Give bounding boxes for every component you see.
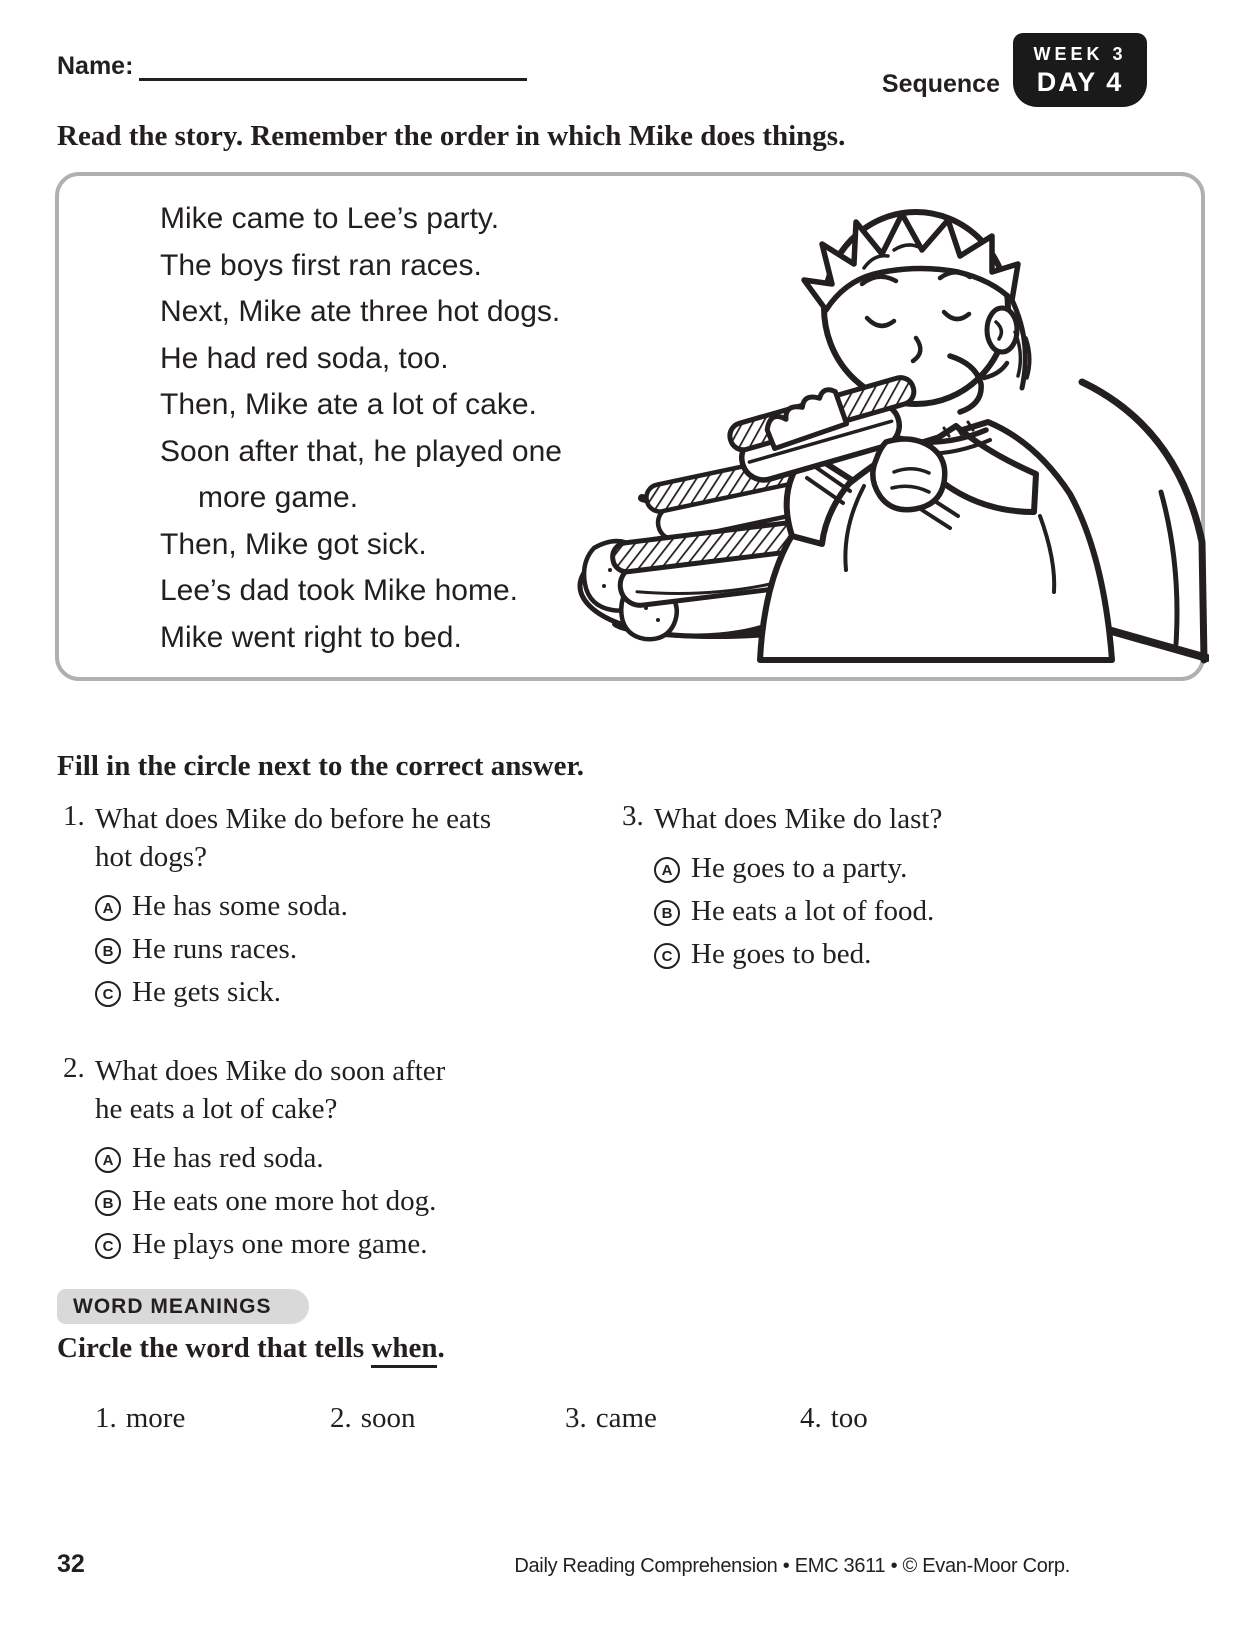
answer-text: He eats a lot of food. [691, 895, 935, 927]
question [63, 1052, 603, 1260]
word-choice[interactable] [95, 1402, 185, 1435]
answer-option [95, 1229, 603, 1260]
name-input-line[interactable] [139, 52, 527, 81]
word-choices-row [0, 1402, 1257, 1442]
answer-text: He gets sick. [132, 976, 281, 1008]
week-label: WEEK 3 [1033, 44, 1127, 64]
footer-credit: Daily Reading Comprehension • EMC 3611 • © Evan-Moor Corp. [514, 1555, 1070, 1577]
question-number: 1. [63, 800, 85, 832]
story-line: Next, Mike ate three hot dogs. [160, 295, 561, 328]
answer-bubble[interactable]: B [95, 1190, 121, 1216]
word-number: 1. [95, 1402, 117, 1434]
answer-text: He has red soda. [132, 1142, 324, 1174]
question-number: 3. [622, 800, 644, 832]
questions-col-right [622, 800, 1202, 1014]
answer-bubble[interactable]: A [95, 1147, 121, 1173]
answer-options [95, 891, 603, 1008]
answer-bubble[interactable]: A [654, 857, 680, 883]
circle-word-instruction [57, 1332, 445, 1365]
question-text-line: What does Mike do before he eats [95, 803, 492, 835]
answer-text: He plays one more game. [132, 1228, 428, 1260]
question-text-line: hot dogs? [95, 841, 207, 873]
answer-bubble[interactable]: C [654, 943, 680, 969]
word-choice[interactable] [330, 1402, 416, 1435]
question [63, 800, 603, 1008]
answer-option [95, 1186, 603, 1217]
questions-col-left [63, 800, 603, 1304]
answer-options [95, 1143, 603, 1260]
question-text-line: What does Mike do last? [654, 803, 943, 835]
question-text [654, 800, 942, 838]
word-text: soon [360, 1402, 416, 1434]
answer-option [654, 896, 1202, 927]
question-head [622, 800, 1202, 838]
story-box [55, 172, 1205, 681]
underlined-word: when [371, 1332, 437, 1368]
story-line: Then, Mike got sick. [160, 527, 427, 561]
answer-text: He goes to bed. [691, 938, 872, 970]
page-number: 32 [57, 1550, 85, 1578]
word-choice[interactable] [565, 1402, 657, 1435]
answer-text: He has some soda. [132, 890, 348, 922]
answer-option [95, 934, 603, 965]
answer-text: He eats one more hot dog. [132, 1185, 437, 1217]
answer-text: He goes to a party. [691, 852, 908, 884]
word-meanings-badge [57, 1289, 309, 1324]
answer-text: He runs races. [132, 933, 298, 965]
answer-bubble[interactable]: B [95, 938, 121, 964]
week-day-badge [1013, 33, 1147, 107]
answer-options [654, 853, 1202, 970]
word-meanings-label: WORD MEANINGS [73, 1294, 272, 1318]
word-text: too [830, 1402, 868, 1434]
story-text [160, 196, 562, 661]
story-line: The boys first ran races. [160, 248, 482, 282]
answer-bubble[interactable]: B [654, 900, 680, 926]
question-text [95, 800, 491, 876]
story-line: more game. [198, 481, 359, 514]
instruction-suffix: . [437, 1332, 445, 1364]
quiz-instruction: Fill in the circle next to the correct answer. [57, 750, 584, 782]
question-text [95, 1052, 445, 1128]
story-line: Mike went right to bed. [160, 620, 462, 654]
word-choice[interactable] [800, 1402, 868, 1435]
story-line: Then, Mike ate a lot of cake. [160, 388, 537, 421]
word-text: came [595, 1402, 657, 1434]
story-line: Mike came to Lee’s party. [160, 202, 500, 235]
read-story-instruction: Read the story. Remember the order in which Mike does things. [57, 120, 846, 152]
story-line: Lee’s dad took Mike home. [160, 574, 518, 607]
question-head [63, 800, 603, 876]
answer-option [95, 977, 603, 1008]
question-text-line: What does Mike do soon after [95, 1055, 446, 1087]
question-head [63, 1052, 603, 1128]
answer-option [95, 891, 603, 922]
answer-option [654, 853, 1202, 884]
word-number: 3. [565, 1402, 587, 1434]
name-label: Name: [57, 52, 134, 80]
topic-label: Sequence [881, 70, 1000, 98]
question [622, 800, 1202, 970]
name-row [57, 52, 527, 81]
question-number: 2. [63, 1052, 85, 1084]
answer-option [95, 1143, 603, 1174]
word-number: 4. [800, 1402, 822, 1434]
answer-bubble[interactable]: A [95, 895, 121, 921]
answer-bubble[interactable]: C [95, 1233, 121, 1259]
instruction-prefix: Circle the word that tells [57, 1332, 372, 1364]
story-line: He had red soda, too. [160, 341, 449, 375]
answer-bubble[interactable]: C [95, 981, 121, 1007]
story-line: Soon after that, he played one [160, 434, 562, 468]
boy-eating-hotdog-illustration [564, 180, 1209, 677]
word-number: 2. [330, 1402, 352, 1434]
day-label: DAY 4 [1036, 67, 1124, 97]
word-text: more [125, 1402, 186, 1434]
question-text-line: he eats a lot of cake? [95, 1093, 338, 1125]
answer-option [654, 939, 1202, 970]
